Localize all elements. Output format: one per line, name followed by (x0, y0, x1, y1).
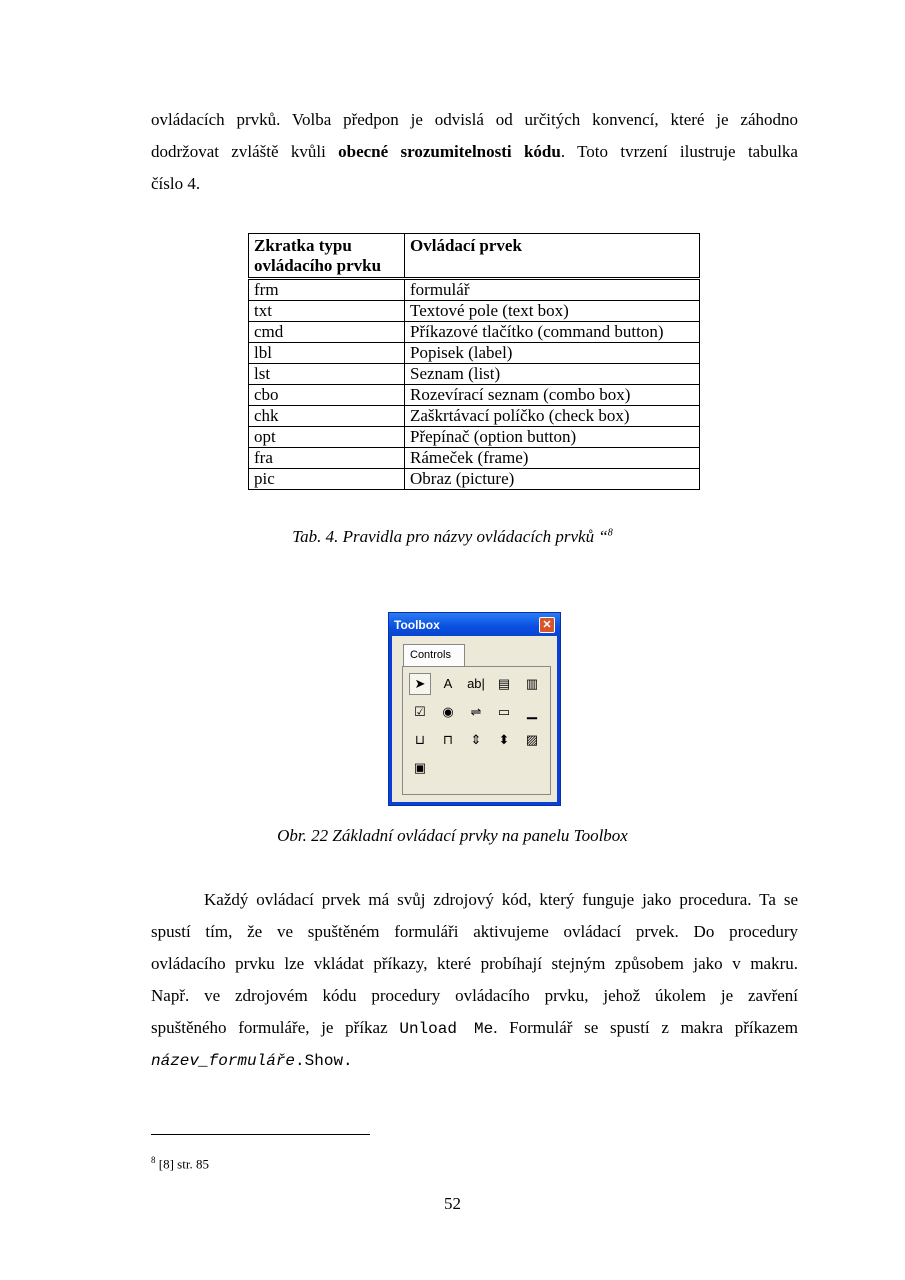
form-icon[interactable]: ▣ (413, 760, 427, 775)
table-row (249, 427, 700, 448)
table-row (249, 322, 700, 343)
table-header-row (249, 234, 700, 279)
table-row (249, 301, 700, 322)
caption-text: Obr. 22 Základní ovládací prvky na panelu Toolbox (277, 826, 628, 845)
footnote-text: [8] str. 85 (155, 1156, 209, 1172)
paragraph-intro (151, 104, 798, 200)
cell-control: Obraz (picture) (405, 469, 700, 490)
image-icon[interactable]: ▨ (525, 732, 539, 747)
text-line: ovládacího prvku lze vkládat příkazy, které probíhají stejným způsobem jako v makru. (151, 954, 798, 973)
table-row (249, 469, 700, 490)
cell-abbrev: txt (249, 301, 405, 322)
footnote-ref: 8 (607, 527, 613, 539)
cell-abbrev: fra (249, 448, 405, 469)
page-number: 52 (444, 1194, 461, 1213)
combobox-icon[interactable]: ▤ (497, 676, 511, 691)
text-run: . Formulář se spustí z makra příkazem (493, 1018, 798, 1037)
cell-control: Zaškrtávací políčko (check box) (405, 406, 700, 427)
table-row (249, 406, 700, 427)
tabstrip-icon[interactable]: ⊔ (414, 732, 426, 747)
table-row (249, 364, 700, 385)
close-icon[interactable]: ✕ (539, 617, 555, 633)
text-line (151, 1012, 798, 1044)
footnote (151, 1155, 209, 1172)
tab-controls[interactable] (403, 644, 465, 667)
footnote-number: 8 (151, 1155, 156, 1165)
header-abbrev: Zkratka typu ovládacího prvku (249, 234, 405, 279)
cell-abbrev: cmd (249, 322, 405, 343)
text-run: . Toto tvrzení ilustruje tabulka (560, 142, 798, 161)
toolbox-titlebar[interactable] (389, 613, 560, 636)
scrollbar-icon[interactable]: ⇕ (470, 732, 482, 747)
cell-control: Přepínač (option button) (405, 427, 700, 448)
cell-abbrev: frm (249, 279, 405, 301)
text-run: dodržovat zvláště kvůli (151, 142, 339, 161)
table-row (249, 343, 700, 364)
togglebutton-icon[interactable]: ⇌ (470, 704, 482, 719)
cell-abbrev: chk (249, 406, 405, 427)
table-caption (0, 527, 905, 547)
frame-icon[interactable]: ▭ (497, 704, 511, 719)
cell-abbrev: lst (249, 364, 405, 385)
optionbutton-icon[interactable]: ◉ (442, 704, 454, 719)
text-line: Každý ovládací prvek má svůj zdrojový kód, který funguje jako procedura. Ta se (204, 890, 798, 909)
cell-abbrev: pic (249, 469, 405, 490)
figure-caption (0, 826, 905, 846)
code-text: název_formuláře (151, 1052, 296, 1070)
cell-control: Příkazové tlačítko (command button) (405, 322, 700, 343)
toolbox-window (388, 612, 561, 806)
spinbutton-icon[interactable]: ⬍ (498, 732, 510, 747)
code-text: Unload Me (399, 1020, 494, 1038)
multipage-icon[interactable]: ⊓ (442, 732, 454, 747)
code-text: .Show. (295, 1052, 353, 1070)
text-line: číslo 4. (151, 174, 201, 193)
prefix-table (248, 233, 700, 490)
commandbutton-icon[interactable]: ▁ (527, 704, 537, 719)
cell-control: Seznam (list) (405, 364, 700, 385)
cell-control: formulář (405, 279, 700, 301)
pointer-icon[interactable]: ➤ (409, 673, 431, 695)
caption-text: Tab. 4. Pravidla pro názvy ovládacích prvků “ (292, 527, 608, 546)
paragraph-body (151, 884, 798, 1076)
table-row (249, 448, 700, 469)
text-line: Např. ve zdrojovém kódu procedury ovládacího prvku, jehož úkolem je zavření (151, 986, 798, 1005)
table-row (249, 279, 700, 301)
cell-abbrev: opt (249, 427, 405, 448)
tab-label: Controls (410, 649, 451, 661)
toolbox-body (392, 636, 557, 802)
text-line (151, 136, 798, 168)
cell-control: Textové pole (text box) (405, 301, 700, 322)
text-line: ovládacích prvků. Volba předpon je odvislá od určitých konvencí, které je záhodno (151, 110, 798, 129)
cell-control: Rozevírací seznam (combo box) (405, 385, 700, 406)
table-row (249, 385, 700, 406)
label-icon[interactable]: A (443, 676, 453, 691)
textbox-icon[interactable]: ab| (467, 676, 485, 691)
text-line: spustí tím, že ve spuštěném formuláři aktivujeme ovládací prvek. Do procedury (151, 922, 798, 941)
footnote-separator (151, 1134, 370, 1135)
bold-text: obecné srozumitelnosti kódu (338, 142, 561, 161)
text-line (151, 1044, 798, 1076)
text-run: spuštěného formuláře, je příkaz (151, 1018, 400, 1037)
controls-panel (402, 666, 551, 795)
listbox-icon[interactable]: ▥ (525, 676, 539, 691)
cell-abbrev: cbo (249, 385, 405, 406)
cell-control: Popisek (label) (405, 343, 700, 364)
cell-abbrev: lbl (249, 343, 405, 364)
checkbox-icon[interactable]: ☑ (414, 704, 426, 719)
toolbox-title: Toolbox (394, 618, 440, 632)
cell-control: Rámeček (frame) (405, 448, 700, 469)
header-control: Ovládací prvek (405, 234, 700, 279)
